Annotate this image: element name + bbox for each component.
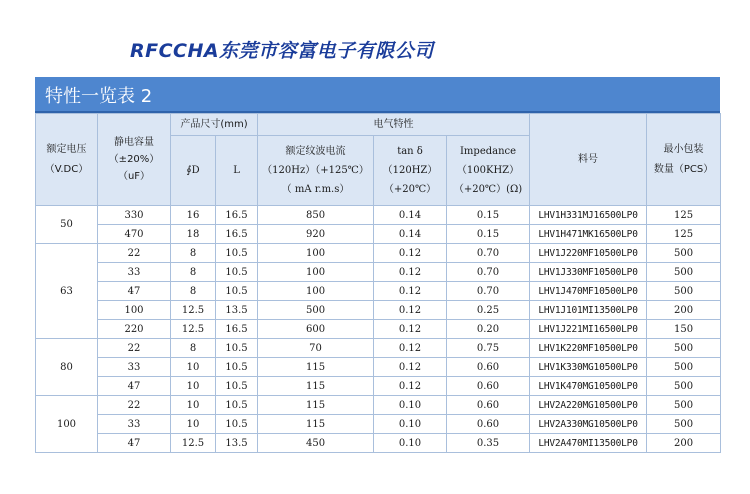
table-header bbox=[36, 114, 721, 206]
length-cell: 10.5 bbox=[216, 415, 258, 434]
ripple-cell: 70 bbox=[258, 339, 374, 358]
section-title-bar bbox=[35, 77, 720, 113]
min-package-cell: 500 bbox=[647, 358, 721, 377]
table-row bbox=[36, 339, 721, 358]
ripple-cell: 920 bbox=[258, 225, 374, 244]
diameter-cell: 10 bbox=[171, 415, 216, 434]
table-row bbox=[36, 206, 721, 225]
table-row bbox=[36, 225, 721, 244]
impedance-cell: 0.70 bbox=[447, 282, 530, 301]
header-capacitance bbox=[98, 114, 171, 206]
header-electrical: 电气特性 bbox=[258, 114, 530, 136]
length-cell: 10.5 bbox=[216, 244, 258, 263]
diameter-cell: 10 bbox=[171, 396, 216, 415]
header-imp-line1: Impedance bbox=[459, 146, 517, 157]
part-number-cell: LHV2A220MG10500LP0 bbox=[530, 396, 647, 415]
table-row bbox=[36, 434, 721, 453]
header-imp-line3: （+20℃）(Ω) bbox=[453, 184, 523, 195]
table-row bbox=[36, 377, 721, 396]
capacitance-cell: 33 bbox=[98, 358, 171, 377]
min-package-cell: 500 bbox=[647, 244, 721, 263]
diameter-cell: 10 bbox=[171, 377, 216, 396]
length-cell: 16.5 bbox=[216, 320, 258, 339]
diameter-cell: 8 bbox=[171, 339, 216, 358]
ripple-cell: 450 bbox=[258, 434, 374, 453]
header-min-package-line1: 最小包装 bbox=[663, 143, 704, 155]
tan-delta-cell: 0.12 bbox=[374, 320, 447, 339]
ripple-cell: 850 bbox=[258, 206, 374, 225]
diameter-cell: 8 bbox=[171, 263, 216, 282]
length-cell: 13.5 bbox=[216, 434, 258, 453]
part-number-cell: LHV2A330MG10500LP0 bbox=[530, 415, 647, 434]
impedance-cell: 0.15 bbox=[447, 206, 530, 225]
header-capacitance-label: 静电容量 bbox=[114, 137, 154, 148]
ripple-cell: 115 bbox=[258, 377, 374, 396]
diameter-cell: 12.5 bbox=[171, 301, 216, 320]
impedance-cell: 0.70 bbox=[447, 244, 530, 263]
tan-delta-cell: 0.10 bbox=[374, 434, 447, 453]
tan-delta-cell: 0.12 bbox=[374, 339, 447, 358]
header-size-d: ∮D bbox=[171, 136, 216, 206]
min-package-cell: 125 bbox=[647, 225, 721, 244]
impedance-cell: 0.60 bbox=[447, 358, 530, 377]
header-imp-line2: （100KHZ） bbox=[456, 165, 520, 176]
header-tan-line1: tan δ bbox=[397, 146, 423, 157]
length-cell: 16.5 bbox=[216, 206, 258, 225]
min-package-cell: 500 bbox=[647, 282, 721, 301]
length-cell: 10.5 bbox=[216, 282, 258, 301]
table-row bbox=[36, 282, 721, 301]
capacitance-cell: 22 bbox=[98, 339, 171, 358]
length-cell: 13.5 bbox=[216, 301, 258, 320]
header-size-l: L bbox=[216, 136, 258, 206]
voltage-cell: 80 bbox=[36, 339, 98, 396]
min-package-cell: 200 bbox=[647, 434, 721, 453]
voltage-cell: 50 bbox=[36, 206, 98, 244]
header-ripple-line2: （120Hz）（+125℃） bbox=[262, 165, 369, 176]
capacitance-cell: 47 bbox=[98, 282, 171, 301]
company-brand: RFCCHA东莞市容富电子有限公司 bbox=[130, 40, 434, 62]
min-package-cell: 500 bbox=[647, 339, 721, 358]
header-tan-line2: （120HZ） bbox=[382, 165, 438, 176]
capacitance-cell: 22 bbox=[98, 396, 171, 415]
header-part-number: 料号 bbox=[530, 114, 647, 206]
ripple-cell: 100 bbox=[258, 282, 374, 301]
ripple-cell: 100 bbox=[258, 263, 374, 282]
ripple-cell: 100 bbox=[258, 244, 374, 263]
ripple-cell: 500 bbox=[258, 301, 374, 320]
part-number-cell: LHV1K220MF10500LP0 bbox=[530, 339, 647, 358]
diameter-cell: 12.5 bbox=[171, 434, 216, 453]
part-number-cell: LHV1J470MF10500LP0 bbox=[530, 282, 647, 301]
impedance-cell: 0.60 bbox=[447, 415, 530, 434]
spec-table bbox=[35, 113, 721, 453]
part-number-cell: LHV1K470MG10500LP0 bbox=[530, 377, 647, 396]
diameter-cell: 10 bbox=[171, 358, 216, 377]
tan-delta-cell: 0.10 bbox=[374, 415, 447, 434]
min-package-cell: 500 bbox=[647, 415, 721, 434]
header-min-package bbox=[647, 114, 721, 206]
diameter-cell: 8 bbox=[171, 244, 216, 263]
ripple-cell: 115 bbox=[258, 358, 374, 377]
length-cell: 10.5 bbox=[216, 396, 258, 415]
capacitance-cell: 47 bbox=[98, 434, 171, 453]
table-row bbox=[36, 244, 721, 263]
capacitance-cell: 330 bbox=[98, 206, 171, 225]
impedance-cell: 0.60 bbox=[447, 377, 530, 396]
diameter-cell: 18 bbox=[171, 225, 216, 244]
header-voltage bbox=[36, 114, 98, 206]
header-ripple-line1: 额定纹波电流 bbox=[285, 146, 346, 157]
table-row bbox=[36, 358, 721, 377]
table-row bbox=[36, 320, 721, 339]
table-row bbox=[36, 396, 721, 415]
header-ripple bbox=[258, 136, 374, 206]
tan-delta-cell: 0.12 bbox=[374, 358, 447, 377]
tan-delta-cell: 0.12 bbox=[374, 301, 447, 320]
ripple-cell: 600 bbox=[258, 320, 374, 339]
header-size: 产品尺寸(mm) bbox=[171, 114, 258, 136]
impedance-cell: 0.70 bbox=[447, 263, 530, 282]
header-capacitance-unit: （uF） bbox=[117, 171, 151, 182]
part-number-cell: LHV1J101MI13500LP0 bbox=[530, 301, 647, 320]
header-capacitance-tol: （±20%） bbox=[108, 154, 160, 165]
diameter-cell: 12.5 bbox=[171, 320, 216, 339]
tan-delta-cell: 0.12 bbox=[374, 244, 447, 263]
part-number-cell: LHV1J221MI16500LP0 bbox=[530, 320, 647, 339]
voltage-cell: 100 bbox=[36, 396, 98, 453]
header-min-package-line2: 数量（PCS） bbox=[653, 163, 714, 175]
length-cell: 16.5 bbox=[216, 225, 258, 244]
tan-delta-cell: 0.10 bbox=[374, 396, 447, 415]
table-body bbox=[36, 206, 721, 453]
length-cell: 10.5 bbox=[216, 263, 258, 282]
table-row bbox=[36, 263, 721, 282]
ripple-cell: 115 bbox=[258, 415, 374, 434]
capacitance-cell: 22 bbox=[98, 244, 171, 263]
part-number-cell: LHV1H331MJ16500LP0 bbox=[530, 206, 647, 225]
length-cell: 10.5 bbox=[216, 377, 258, 396]
header-tan-delta bbox=[374, 136, 447, 206]
table-row bbox=[36, 301, 721, 320]
diameter-cell: 16 bbox=[171, 206, 216, 225]
part-number-cell: LHV1J220MF10500LP0 bbox=[530, 244, 647, 263]
ripple-cell: 115 bbox=[258, 396, 374, 415]
impedance-cell: 0.60 bbox=[447, 396, 530, 415]
tan-delta-cell: 0.14 bbox=[374, 206, 447, 225]
capacitance-cell: 33 bbox=[98, 263, 171, 282]
impedance-cell: 0.35 bbox=[447, 434, 530, 453]
part-number-cell: LHV2A470MI13500LP0 bbox=[530, 434, 647, 453]
part-number-cell: LHV1K330MG10500LP0 bbox=[530, 358, 647, 377]
impedance-cell: 0.25 bbox=[447, 301, 530, 320]
impedance-cell: 0.75 bbox=[447, 339, 530, 358]
section-title: 特性一览表 2 bbox=[45, 86, 153, 107]
header-voltage-unit: （V.DC） bbox=[44, 163, 89, 175]
capacitance-cell: 33 bbox=[98, 415, 171, 434]
header-tan-line3: （+20℃） bbox=[383, 184, 437, 195]
capacitance-cell: 47 bbox=[98, 377, 171, 396]
capacitance-cell: 100 bbox=[98, 301, 171, 320]
min-package-cell: 500 bbox=[647, 263, 721, 282]
diameter-cell: 8 bbox=[171, 282, 216, 301]
length-cell: 10.5 bbox=[216, 358, 258, 377]
header-voltage-label: 额定电压 bbox=[46, 143, 87, 155]
tan-delta-cell: 0.12 bbox=[374, 263, 447, 282]
header-ripple-line3: （ mA r.m.s） bbox=[281, 184, 350, 195]
min-package-cell: 125 bbox=[647, 206, 721, 225]
voltage-cell: 63 bbox=[36, 244, 98, 339]
min-package-cell: 150 bbox=[647, 320, 721, 339]
part-number-cell: LHV1J330MF10500LP0 bbox=[530, 263, 647, 282]
min-package-cell: 200 bbox=[647, 301, 721, 320]
capacitance-cell: 220 bbox=[98, 320, 171, 339]
impedance-cell: 0.20 bbox=[447, 320, 530, 339]
table-row bbox=[36, 415, 721, 434]
part-number-cell: LHV1H471MK16500LP0 bbox=[530, 225, 647, 244]
length-cell: 10.5 bbox=[216, 339, 258, 358]
tan-delta-cell: 0.12 bbox=[374, 377, 447, 396]
min-package-cell: 500 bbox=[647, 396, 721, 415]
impedance-cell: 0.15 bbox=[447, 225, 530, 244]
tan-delta-cell: 0.12 bbox=[374, 282, 447, 301]
capacitance-cell: 470 bbox=[98, 225, 171, 244]
min-package-cell: 500 bbox=[647, 377, 721, 396]
header-impedance bbox=[447, 136, 530, 206]
tan-delta-cell: 0.14 bbox=[374, 225, 447, 244]
